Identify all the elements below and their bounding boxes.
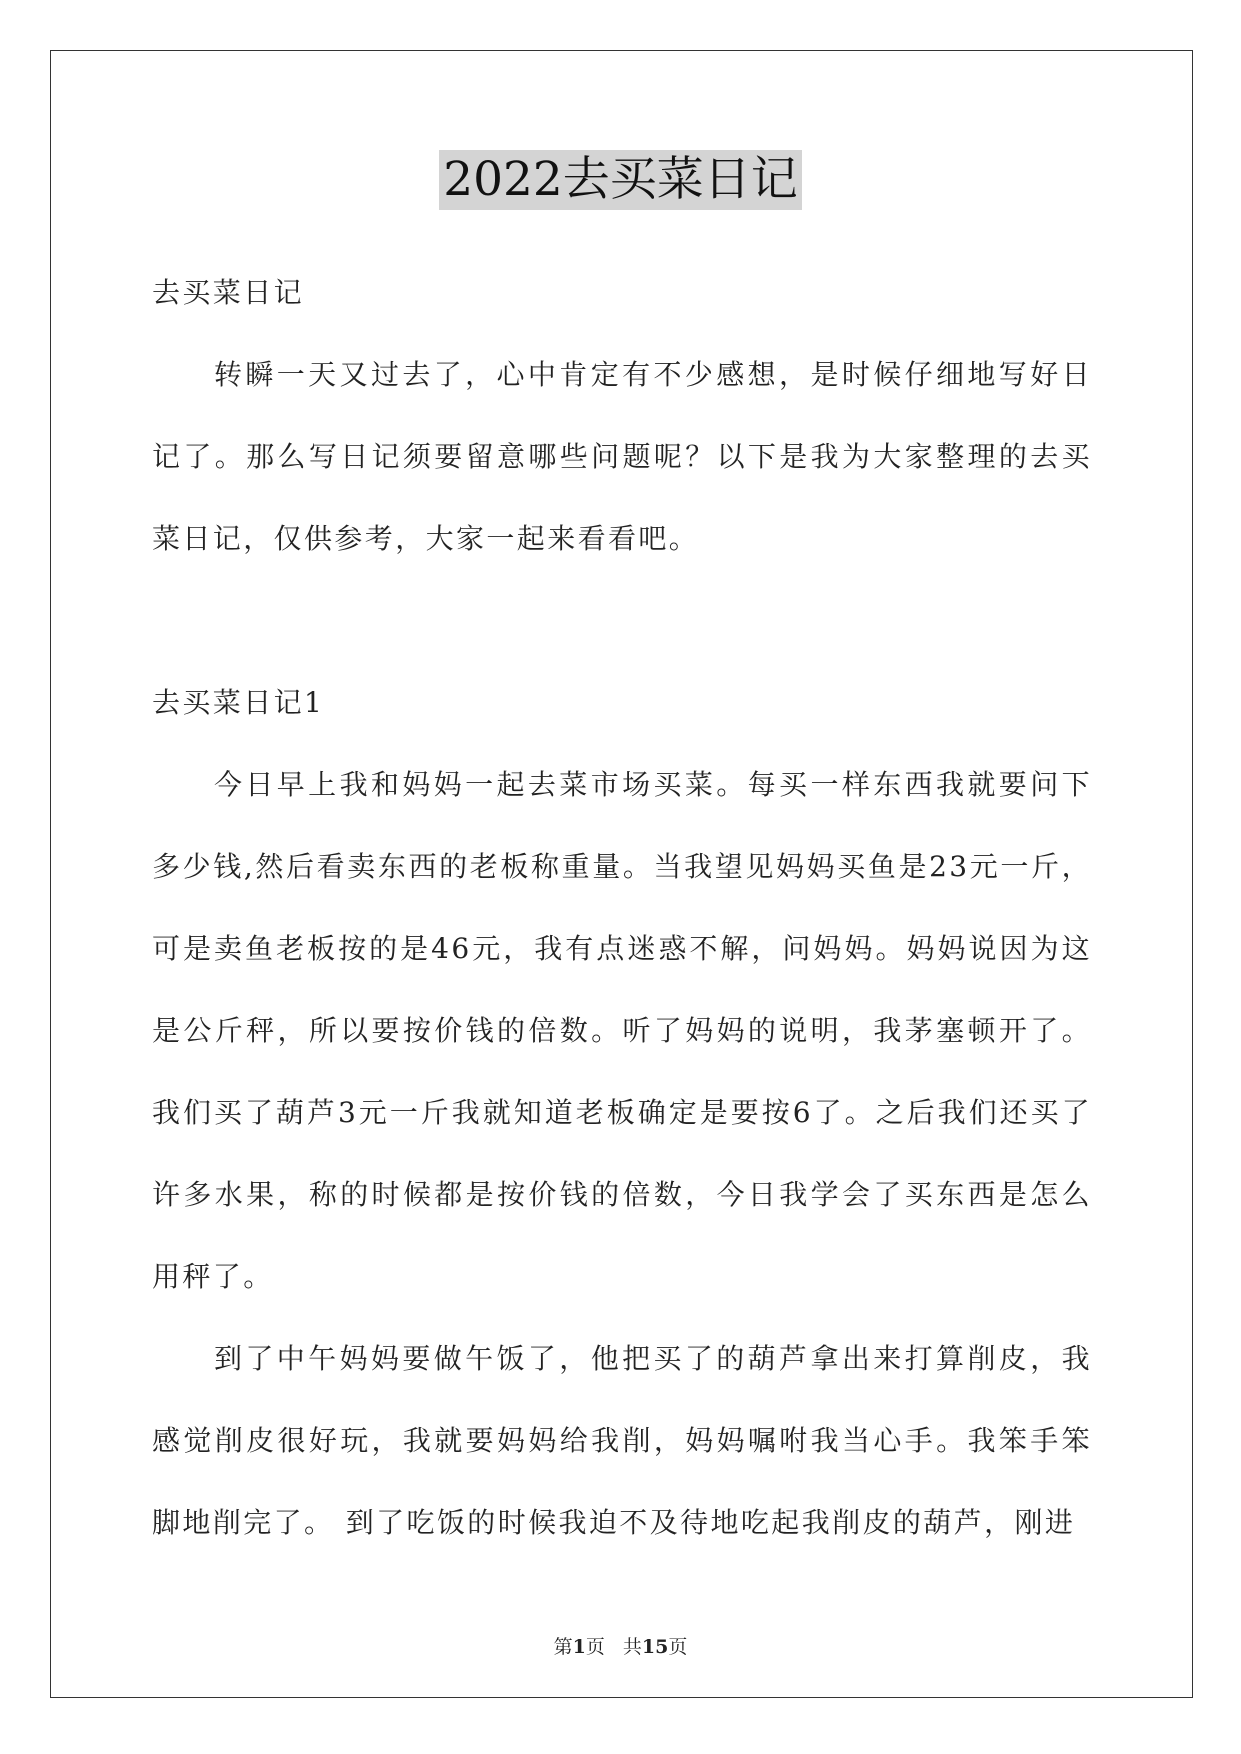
total-prefix: 共	[622, 1636, 642, 1658]
spacer	[152, 580, 1092, 662]
body-paragraph: 到了中午妈妈要做午饭了，他把买了的葫芦拿出来打算削皮，我感觉削皮很好玩，我就要妈妈给我削，妈妈嘱咐我当心手。我笨手笨脚地削完了。 到了吃饭的时候我迫不及待地吃起我削皮的葫芦，刚进	[152, 1342, 1092, 1539]
body-paragraph: 今日早上我和妈妈一起去菜市场买菜。每买一样东西我就要问下多少钱,然后看卖东西的老板称重量。当我望见妈妈买鱼是23元一斤，可是卖鱼老板按的是46元，我有点迷惑不解，问妈妈。妈妈说因为这是公斤秤，所以要按价钱的倍数。听了妈妈的说明，我茅塞顿开了。我们买了葫芦3元一斤我就知道老板确定是要按6了。之后我们还买了许多水果，称的时候都是按价钱的倍数，今日我学会了买东西是怎么用秤了。	[152, 768, 1092, 1293]
page-label: 页	[585, 1636, 605, 1658]
total-label: 页	[668, 1636, 688, 1658]
title-container	[0, 150, 1241, 210]
document-title: 2022去买菜日记	[439, 150, 802, 210]
section-heading: 去买菜日记1	[152, 686, 325, 719]
document-subtitle: 去买菜日记	[152, 276, 305, 309]
intro-paragraph: 转瞬一天又过去了，心中肯定有不少感想，是时候仔细地写好日记了。那么写日记须要留意哪些问题呢？以下是我为大家整理的去买菜日记，仅供参考，大家一起来看看吧。	[152, 358, 1092, 555]
total-page-number: 15	[641, 1636, 669, 1658]
page-footer	[0, 1632, 1241, 1659]
page-prefix: 第	[553, 1636, 573, 1658]
document-body	[152, 252, 1092, 1564]
current-page-number: 1	[572, 1636, 586, 1658]
